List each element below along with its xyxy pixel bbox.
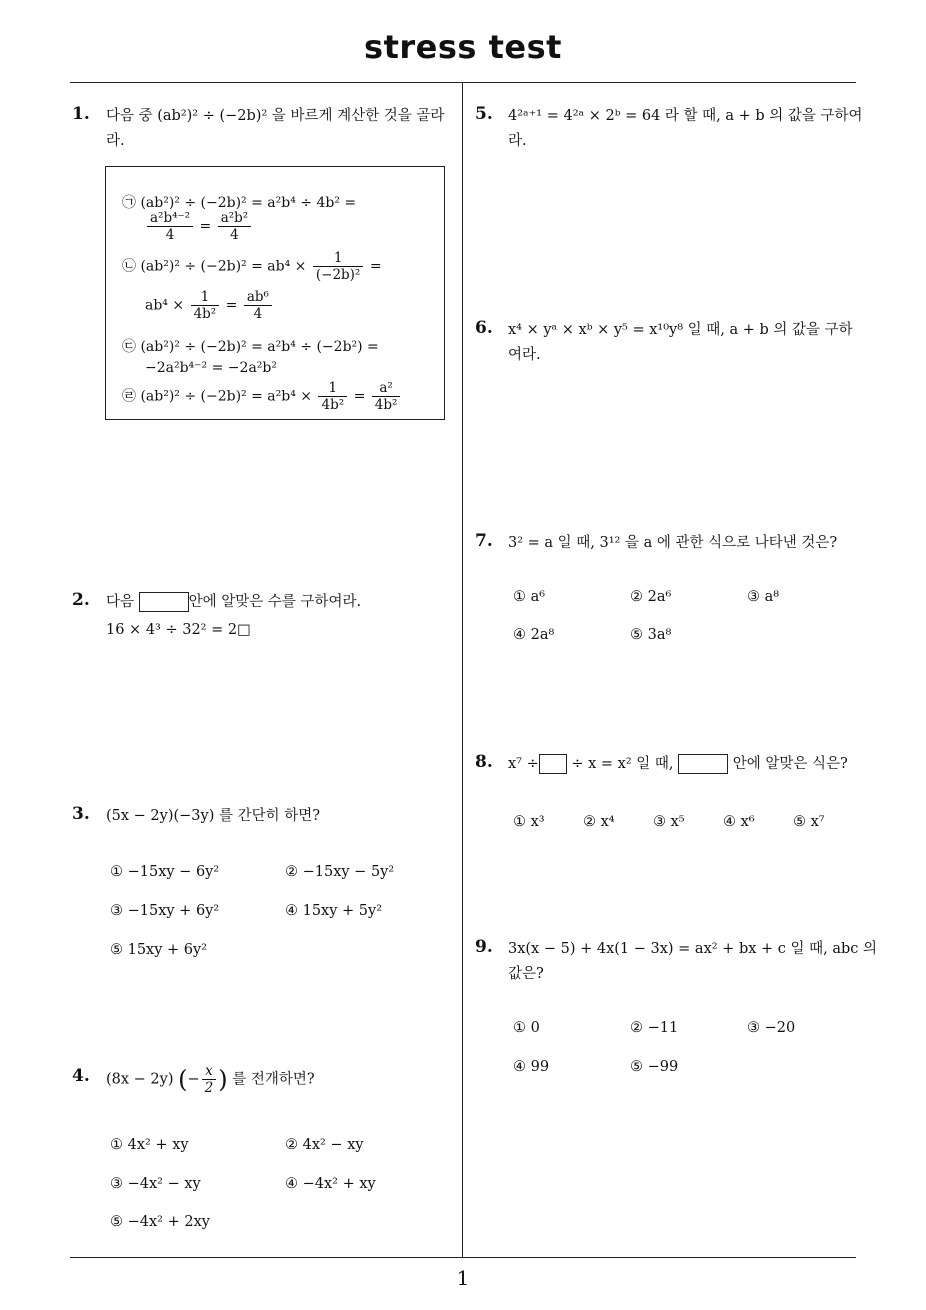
option-3[interactable]: ③ −20 — [747, 1020, 796, 1036]
question-text-cont: 라. — [508, 133, 527, 149]
option-5[interactable]: ⑤ 3a⁸ — [630, 627, 672, 643]
question-text — [106, 1063, 315, 1096]
answer-blank-box — [678, 754, 728, 774]
option-4[interactable]: ④ 2a⁸ — [513, 627, 555, 643]
equals-sign: = — [199, 218, 212, 235]
question-number: 7. — [475, 531, 493, 551]
fraction-numerator: x — [202, 1063, 217, 1080]
question-text-cont: 값은? — [508, 966, 544, 982]
choice-a-line1: ㉠ (ab²)² ÷ (−2b)² = a²b⁴ ÷ 4b² = — [122, 195, 357, 211]
choice-c-line2: −2a²b⁴⁻² = −2a²b² — [145, 360, 277, 376]
question-number: 6. — [475, 318, 493, 338]
question-expression: 16 × 4³ ÷ 32² = 2□ — [106, 622, 251, 638]
fraction-numerator: a²b² — [218, 210, 252, 227]
option-3[interactable]: ③ a⁸ — [747, 589, 780, 605]
fraction-numerator: 1 — [313, 250, 364, 267]
top-rule — [70, 82, 856, 83]
equals-sign: = — [225, 297, 238, 314]
equals-sign: = — [353, 388, 366, 405]
option-1[interactable]: ① a⁶ — [513, 589, 546, 605]
question-number: 4. — [72, 1066, 90, 1086]
question-expr-pre: x⁷ ÷ — [508, 756, 539, 772]
page-title: stress test — [364, 28, 562, 66]
choice-b-expr2: ab⁴ × — [145, 297, 185, 314]
fraction-numerator: 1 — [191, 289, 220, 306]
question-number: 5. — [475, 104, 493, 124]
question-text: 4²ᵃ⁺¹ = 4²ᵃ × 2ᵇ = 64 라 할 때, a + b 의 값을 구하여 — [508, 108, 863, 124]
question-text-post: 를 전개하면? — [232, 1071, 315, 1088]
choice-d-line — [122, 380, 402, 413]
question-number: 8. — [475, 752, 493, 772]
question-number: 1. — [72, 104, 90, 124]
choice-b-expr: ㉡ (ab²)² ÷ (−2b)² = ab⁴ × — [122, 258, 307, 275]
question-text-post: 안에 알맞은 식은? — [732, 756, 848, 772]
option-5[interactable]: ⑤ x⁷ — [793, 814, 825, 830]
option-1[interactable]: ① 4x² + xy — [110, 1137, 189, 1153]
question-text — [508, 751, 848, 777]
option-3[interactable]: ③ −15xy + 6y² — [110, 903, 220, 919]
fraction-denominator: 4b² — [193, 306, 217, 322]
choice-b-line2 — [145, 289, 274, 322]
bottom-rule — [70, 1257, 856, 1258]
answer-blank-box — [139, 592, 189, 612]
option-5[interactable]: ⑤ −4x² + 2xy — [110, 1214, 210, 1230]
option-1[interactable]: ① 0 — [513, 1020, 540, 1036]
question-text: 3x(x − 5) + 4x(1 − 3x) = ax² + bx + c 일 때, abc 의 — [508, 941, 877, 957]
paren-close: ) — [218, 1065, 228, 1094]
option-5[interactable]: ⑤ −99 — [630, 1059, 679, 1075]
question-text-pre: 다음 — [106, 594, 135, 610]
page-number: 1 — [456, 1266, 470, 1290]
option-2[interactable]: ② −15xy − 5y² — [285, 864, 395, 880]
option-4[interactable]: ④ −4x² + xy — [285, 1176, 376, 1192]
choice-d-expr: ㉣ (ab²)² ÷ (−2b)² = a²b⁴ × — [122, 388, 313, 405]
fraction-denominator: 4 — [165, 227, 175, 243]
option-2[interactable]: ② 4x² − xy — [285, 1137, 364, 1153]
question-text — [106, 589, 361, 615]
fraction-denominator: 4b² — [374, 397, 398, 413]
minus-sign: − — [187, 1071, 200, 1088]
option-3[interactable]: ③ x⁵ — [653, 814, 685, 830]
question-expr-pre: (8x − 2y) — [106, 1071, 174, 1088]
fraction-denominator: 4 — [230, 227, 239, 243]
fraction-numerator: a² — [372, 380, 401, 397]
option-4[interactable]: ④ 99 — [513, 1059, 550, 1075]
option-5[interactable]: ⑤ 15xy + 6y² — [110, 942, 208, 958]
option-1[interactable]: ① −15xy − 6y² — [110, 864, 220, 880]
question-number: 3. — [72, 804, 90, 824]
fraction-numerator: a²b⁴⁻² — [147, 210, 193, 227]
answer-blank-box — [539, 754, 567, 774]
option-2[interactable]: ② 2a⁶ — [630, 589, 672, 605]
choice-c-line1: ㉢ (ab²)² ÷ (−2b)² = a²b⁴ ÷ (−2b²) = — [122, 339, 379, 355]
option-1[interactable]: ① x³ — [513, 814, 545, 830]
fraction-denominator: 2 — [204, 1080, 214, 1096]
question-text: (5x − 2y)(−3y) 를 간단히 하면? — [106, 808, 321, 824]
question-text: x⁴ × yᵃ × xᵇ × y⁵ = x¹⁰y⁸ 일 때, a + b 의 값을 구하 — [508, 322, 853, 338]
choice-b-line1 — [122, 250, 382, 283]
choice-a-line2 — [145, 210, 253, 243]
question-text: 다음 중 (ab²)² ÷ (−2b)² 을 바르게 계산한 것을 골라 — [106, 108, 445, 124]
column-divider — [462, 83, 463, 1257]
equals-sign: = — [369, 258, 382, 275]
option-2[interactable]: ② −11 — [630, 1020, 679, 1036]
fraction-denominator: 4 — [253, 306, 263, 322]
question-number: 2. — [72, 590, 90, 610]
question-text-cont: 여라. — [508, 347, 541, 363]
fraction-denominator: (−2b)² — [315, 267, 361, 283]
question-expr-mid: ÷ x = x² 일 때, — [571, 756, 674, 772]
question-text-post: 안에 알맞은 수를 구하여라. — [188, 594, 362, 610]
option-4[interactable]: ④ x⁶ — [723, 814, 755, 830]
fraction-numerator: 1 — [318, 380, 347, 397]
question-number: 9. — [475, 937, 493, 957]
fraction-denominator: 4b² — [321, 397, 345, 413]
option-2[interactable]: ② x⁴ — [583, 814, 615, 830]
option-4[interactable]: ④ 15xy + 5y² — [285, 903, 383, 919]
paren-open: ( — [178, 1065, 188, 1094]
fraction-numerator: ab⁶ — [244, 289, 272, 306]
option-3[interactable]: ③ −4x² − xy — [110, 1176, 201, 1192]
question-text-cont: 라. — [106, 133, 125, 149]
question-text: 3² = a 일 때, 3¹² 을 a 에 관한 식으로 나타낸 것은? — [508, 535, 838, 551]
